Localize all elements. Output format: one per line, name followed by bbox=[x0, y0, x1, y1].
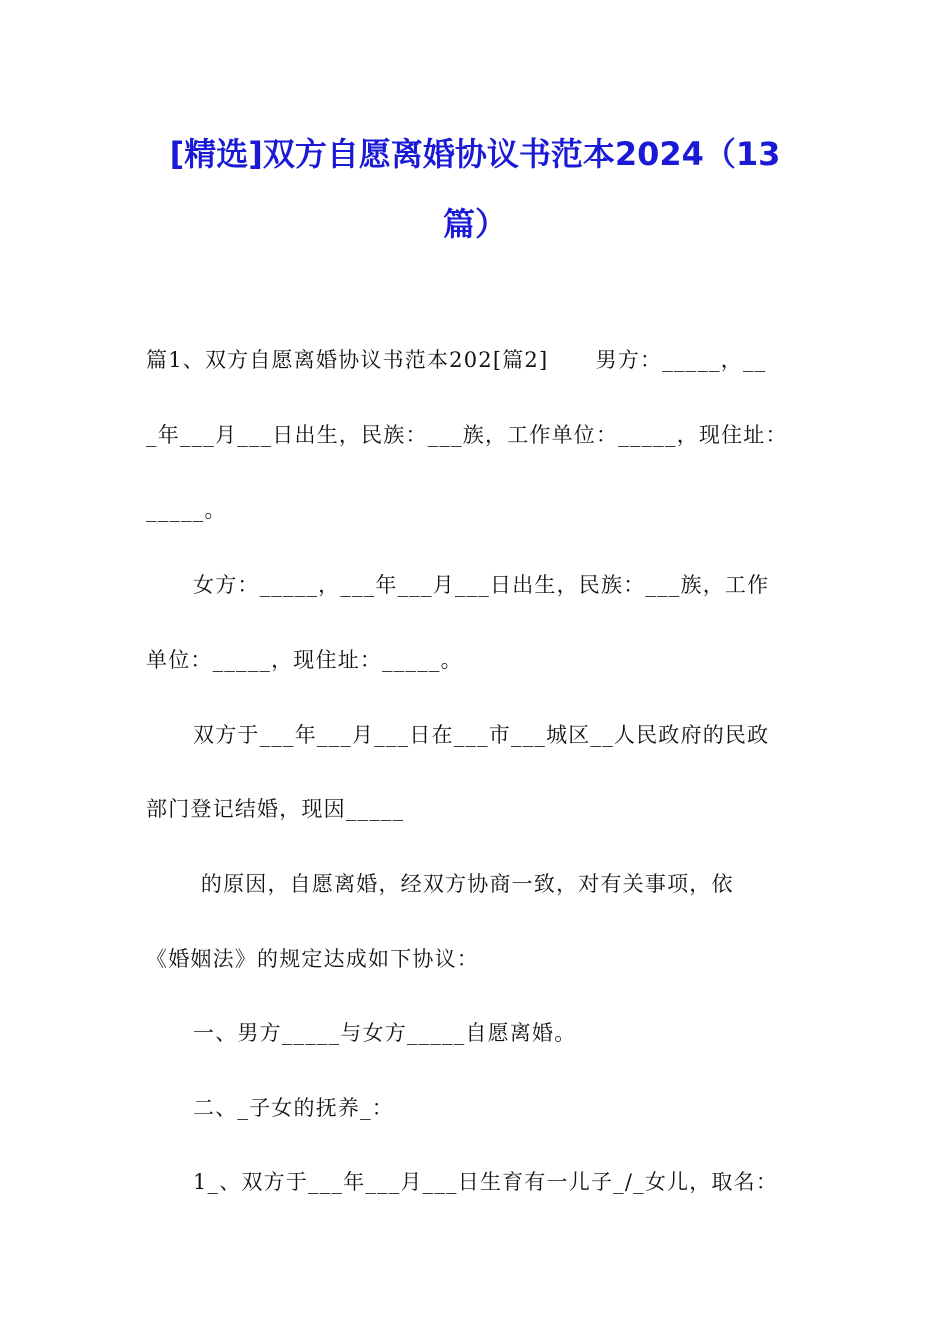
document-title-line-2: 篇） bbox=[442, 205, 507, 243]
body-line-6: 双方于___年___月___日在___市___城区__人民政府的民政 bbox=[193, 723, 770, 747]
body-line-1: 篇1、双方自愿离婚协议书范本202[篇2] 男方：_____，__ bbox=[146, 348, 767, 372]
body-line-5: 单位：_____，现住址：_____。 bbox=[146, 648, 463, 672]
body-line-10: 一、男方_____与女方_____自愿离婚。 bbox=[193, 1021, 577, 1045]
document-title-line-1: [精选]双方自愿离婚协议书范本2024（13 bbox=[169, 135, 781, 173]
body-line-3: _____。 bbox=[146, 498, 227, 522]
body-line-2: _年___月___日出生，民族：___族，工作单位：_____，现住址： bbox=[146, 423, 788, 447]
body-line-9: 《婚姻法》的规定达成如下协议： bbox=[146, 947, 479, 971]
body-line-7: 部门登记结婚，现因_____ bbox=[146, 797, 405, 821]
body-line-8: 的原因，自愿离婚，经双方协商一致，对有关事项，依 bbox=[193, 872, 734, 896]
body-line-4: 女方：_____，___年___月___日出生，民族：___族，工作 bbox=[193, 573, 770, 597]
body-line-11: 二、_子女的抚养_： bbox=[193, 1096, 394, 1120]
body-line-12: 1_、双方于___年___月___日生育有一儿子_/_女儿，取名： bbox=[193, 1170, 779, 1194]
